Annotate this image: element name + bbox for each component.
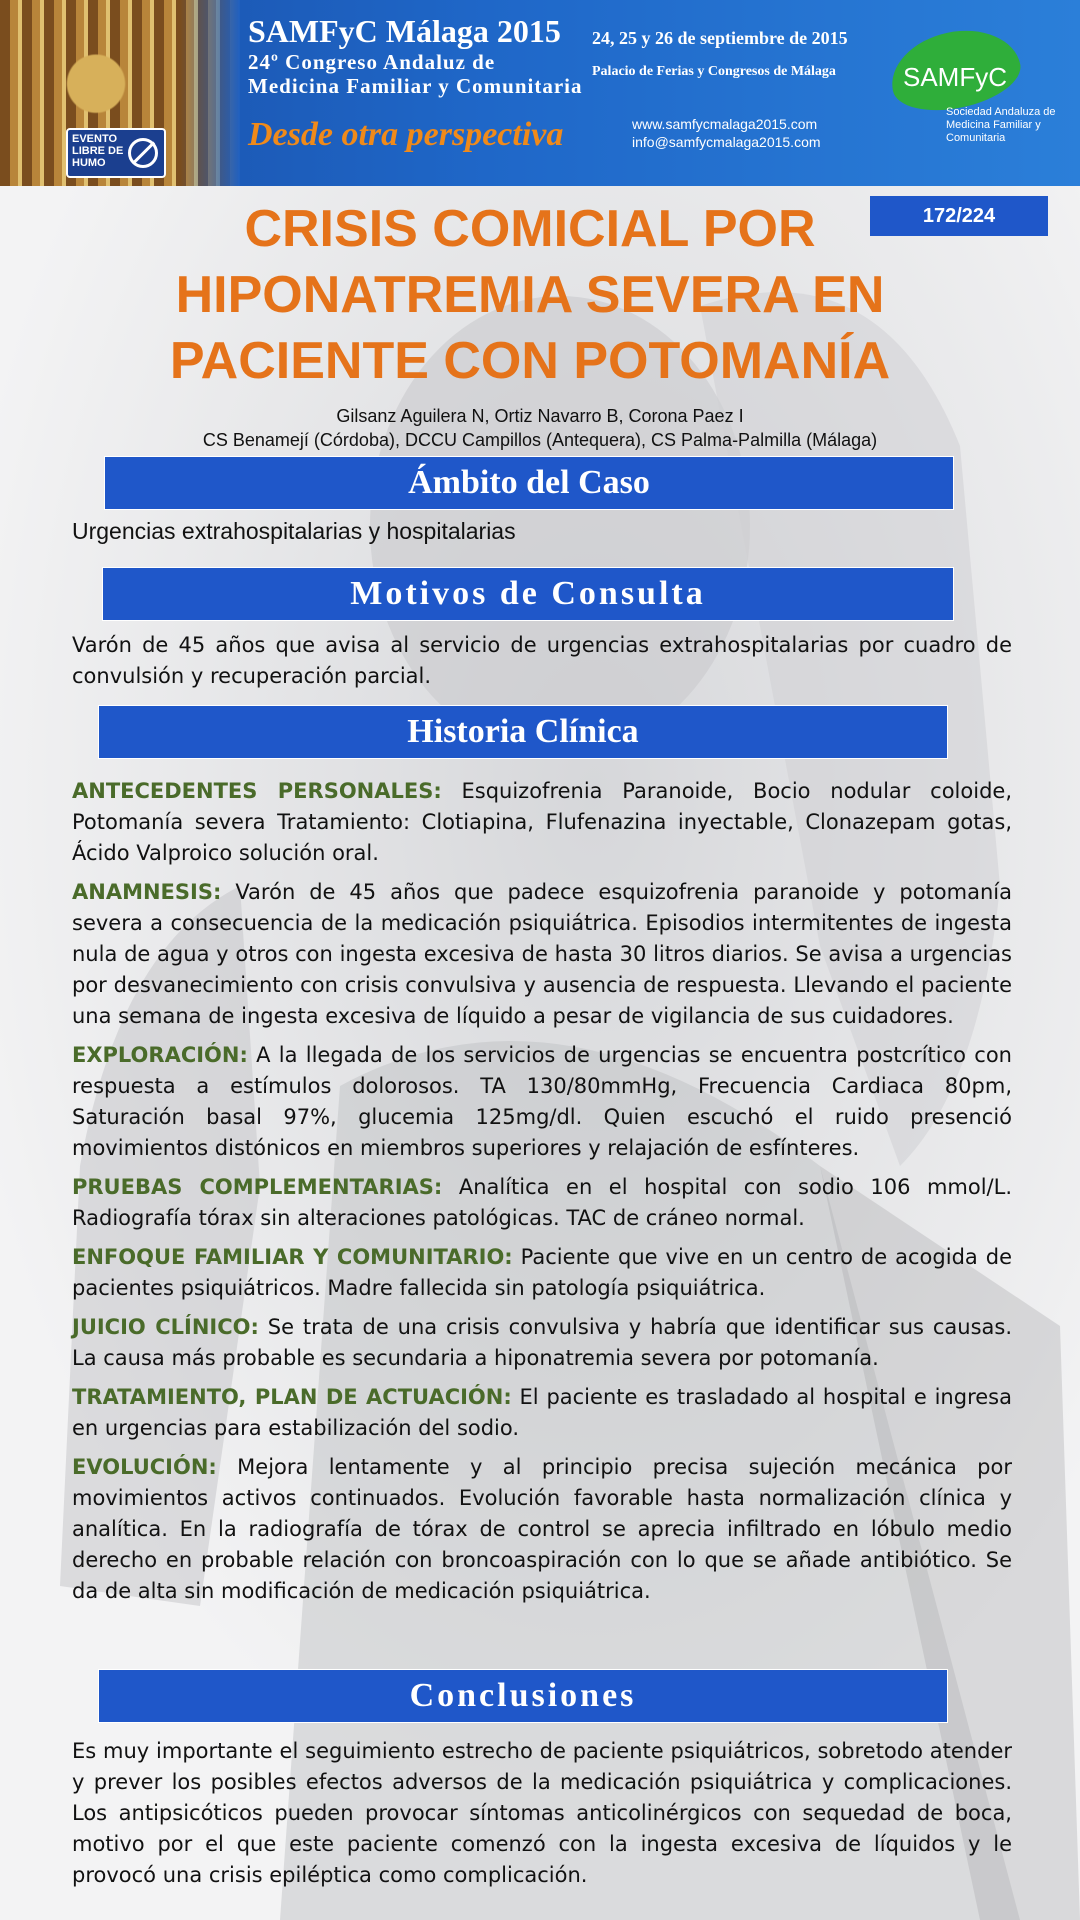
historia-item-exploracion <box>72 1040 1012 1164</box>
item-text: Varón de 45 años que padece esquizofrenia paranoide y potomanía severa a consecuencia de la medicación psiquiátrica. Episodios intermitentes de ingesta nula de agua y otros con ingesta excesiva de hasta 30 litros diarios. Se avisa a urgencias por desvanecimiento con crisis convulsiva y ausencia de respuesta. Llevando el paciente una semana de ingesta excesiva de líquido a pesar de vigilancia de sus cuidadores. <box>72 880 1012 1028</box>
smoke-badge-text: EVENTO LIBRE DE HUMO <box>72 133 124 169</box>
item-text: Paciente que vive en un centro de acogida de pacientes psiquiátricos. Madre fallecida sin patología psiquiátrica. <box>72 1245 1012 1300</box>
title-line: PACIENTE CON POTOMANÍA <box>169 332 891 390</box>
historia-item-enfoque <box>72 1242 1012 1304</box>
conference-banner <box>0 0 1080 186</box>
smoke-free-badge <box>66 128 166 178</box>
motivos-text: Varón de 45 años que avisa al servicio de urgencias extrahospitalarias por cuadro de convulsión y recuperación parcial. <box>72 633 1012 688</box>
conclusiones-text: Es muy importante el seguimiento estrecho de paciente psiquiátricos, sobretodo atender y prever los posibles efectos adversos de la medicación psiquiátrica y complicaciones. Los antipsicóticos pueden provocar síntomas anticolinérgicos con sequedad de boca, motivo por el que este paciente comenzó con la ingesta excesiva de líquidos y le provocó una crisis epiléptica como complicación. <box>72 1739 1012 1887</box>
conference-email: info@samfycmalaga2015.com <box>632 134 821 150</box>
section-heading-ambito: Ámbito del Caso <box>104 456 954 510</box>
samfyc-logo-text: SAMFyC <box>903 62 1007 92</box>
authors-block <box>80 404 1000 452</box>
item-text: Esquizofrenia Paranoide, Bocio nodular coloide, Potomanía severa Tratamiento: Clotiapina, Flufenazina inyectable, Clonazepam gotas, Ácido Valproico solución oral. <box>72 779 1012 865</box>
item-text: El paciente es trasladado al hospital e ingresa en urgencias para estabilización del sodio. <box>72 1385 1012 1440</box>
historia-item-antecedentes <box>72 776 1012 869</box>
poster-number: 172/224 <box>870 196 1048 236</box>
historia-body <box>72 776 1012 1615</box>
historia-item-tratamiento <box>72 1382 1012 1444</box>
item-text: Mejora lentamente y al principio precisa sujeción mecánica por movimientos activos continuados. Evolución favorable hasta normalización clínica y analítica. En la radiografía de tórax de control se aprecia infiltrado en lóbulo medio derecho en probable relación con broncoaspiración con lo que se añade antibiótico. Se da de alta sin modificación de medicación psiquiátrica. <box>72 1455 1012 1603</box>
conference-website: www.samfycmalaga2015.com <box>632 116 818 132</box>
section-heading-conclusiones: Conclusiones <box>98 1669 948 1723</box>
item-label: ANTECEDENTES PERSONALES: <box>72 779 442 803</box>
historia-item-evolucion <box>72 1452 1012 1607</box>
item-text: A la llegada de los servicios de urgencias se encuentra postcrítico con respuesta a estímulos dolorosos. TA 130/80mmHg, Frecuencia Cardiaca 80pm, Saturación basal 97%, glucemia 125mg/dl. Quien escuchó el ruido presenció movimientos distónicos en miembros superiores y relajación de esfínteres. <box>72 1043 1012 1160</box>
item-label: PRUEBAS COMPLEMENTARIAS: <box>72 1175 443 1199</box>
item-label: ENFOQUE FAMILIAR Y COMUNITARIO: <box>72 1245 513 1269</box>
item-label: TRATAMIENTO, PLAN DE ACTUACIÓN: <box>72 1385 512 1409</box>
authors: Gilsanz Aguilera N, Ortiz Navarro B, Corona Paez I <box>336 406 744 426</box>
section-heading-historia: Historia Clínica <box>98 705 948 759</box>
conference-subtitle <box>248 50 583 98</box>
poster-title <box>100 196 960 394</box>
section-heading-motivos: Motivos de Consulta <box>102 567 954 621</box>
item-text: Se trata de una crisis convulsiva y habría que identificar sus causas. La causa más probable es secundaria a hiponatremia severa por potomanía. <box>72 1315 1012 1370</box>
samfyc-org-name: Sociedad Andaluza de Medicina Familiar y Comunitaria <box>946 106 1056 144</box>
historia-item-juicio <box>72 1312 1012 1374</box>
item-label: EXPLORACIÓN: <box>72 1043 248 1067</box>
item-label: EVOLUCIÓN: <box>72 1455 217 1479</box>
affiliations: CS Benamejí (Córdoba), DCCU Campillos (Antequera), CS Palma-Palmilla (Málaga) <box>202 430 878 450</box>
conference-venue: Palacio de Ferias y Congresos de Málaga <box>592 64 836 79</box>
item-label: JUICIO CLÍNICO: <box>72 1315 259 1339</box>
historia-item-anamnesis <box>72 877 1012 1032</box>
ambito-text: Urgencias extrahospitalarias y hospitalarias <box>72 518 516 544</box>
conference-dates: 24, 25 y 26 de septiembre de 2015 <box>592 28 848 48</box>
subtitle-line-1: 24º Congreso Andaluz de <box>248 50 496 74</box>
no-smoking-icon <box>128 138 158 168</box>
conference-tagline: Desde otra perspectiva <box>248 116 564 153</box>
item-label: ANAMNESIS: <box>72 880 222 904</box>
title-line: HIPONATREMIA SEVERA EN <box>175 266 885 324</box>
subtitle-line-2: Medicina Familiar y Comunitaria <box>248 74 583 98</box>
conference-title: SAMFyC Málaga 2015 <box>248 13 561 49</box>
title-line: CRISIS COMICIAL POR <box>244 200 816 258</box>
item-text: Analítica en el hospital con sodio 106 mmol/L. Radiografía tórax sin alteraciones patológicas. TAC de cráneo normal. <box>72 1175 1012 1230</box>
historia-item-pruebas <box>72 1172 1012 1234</box>
